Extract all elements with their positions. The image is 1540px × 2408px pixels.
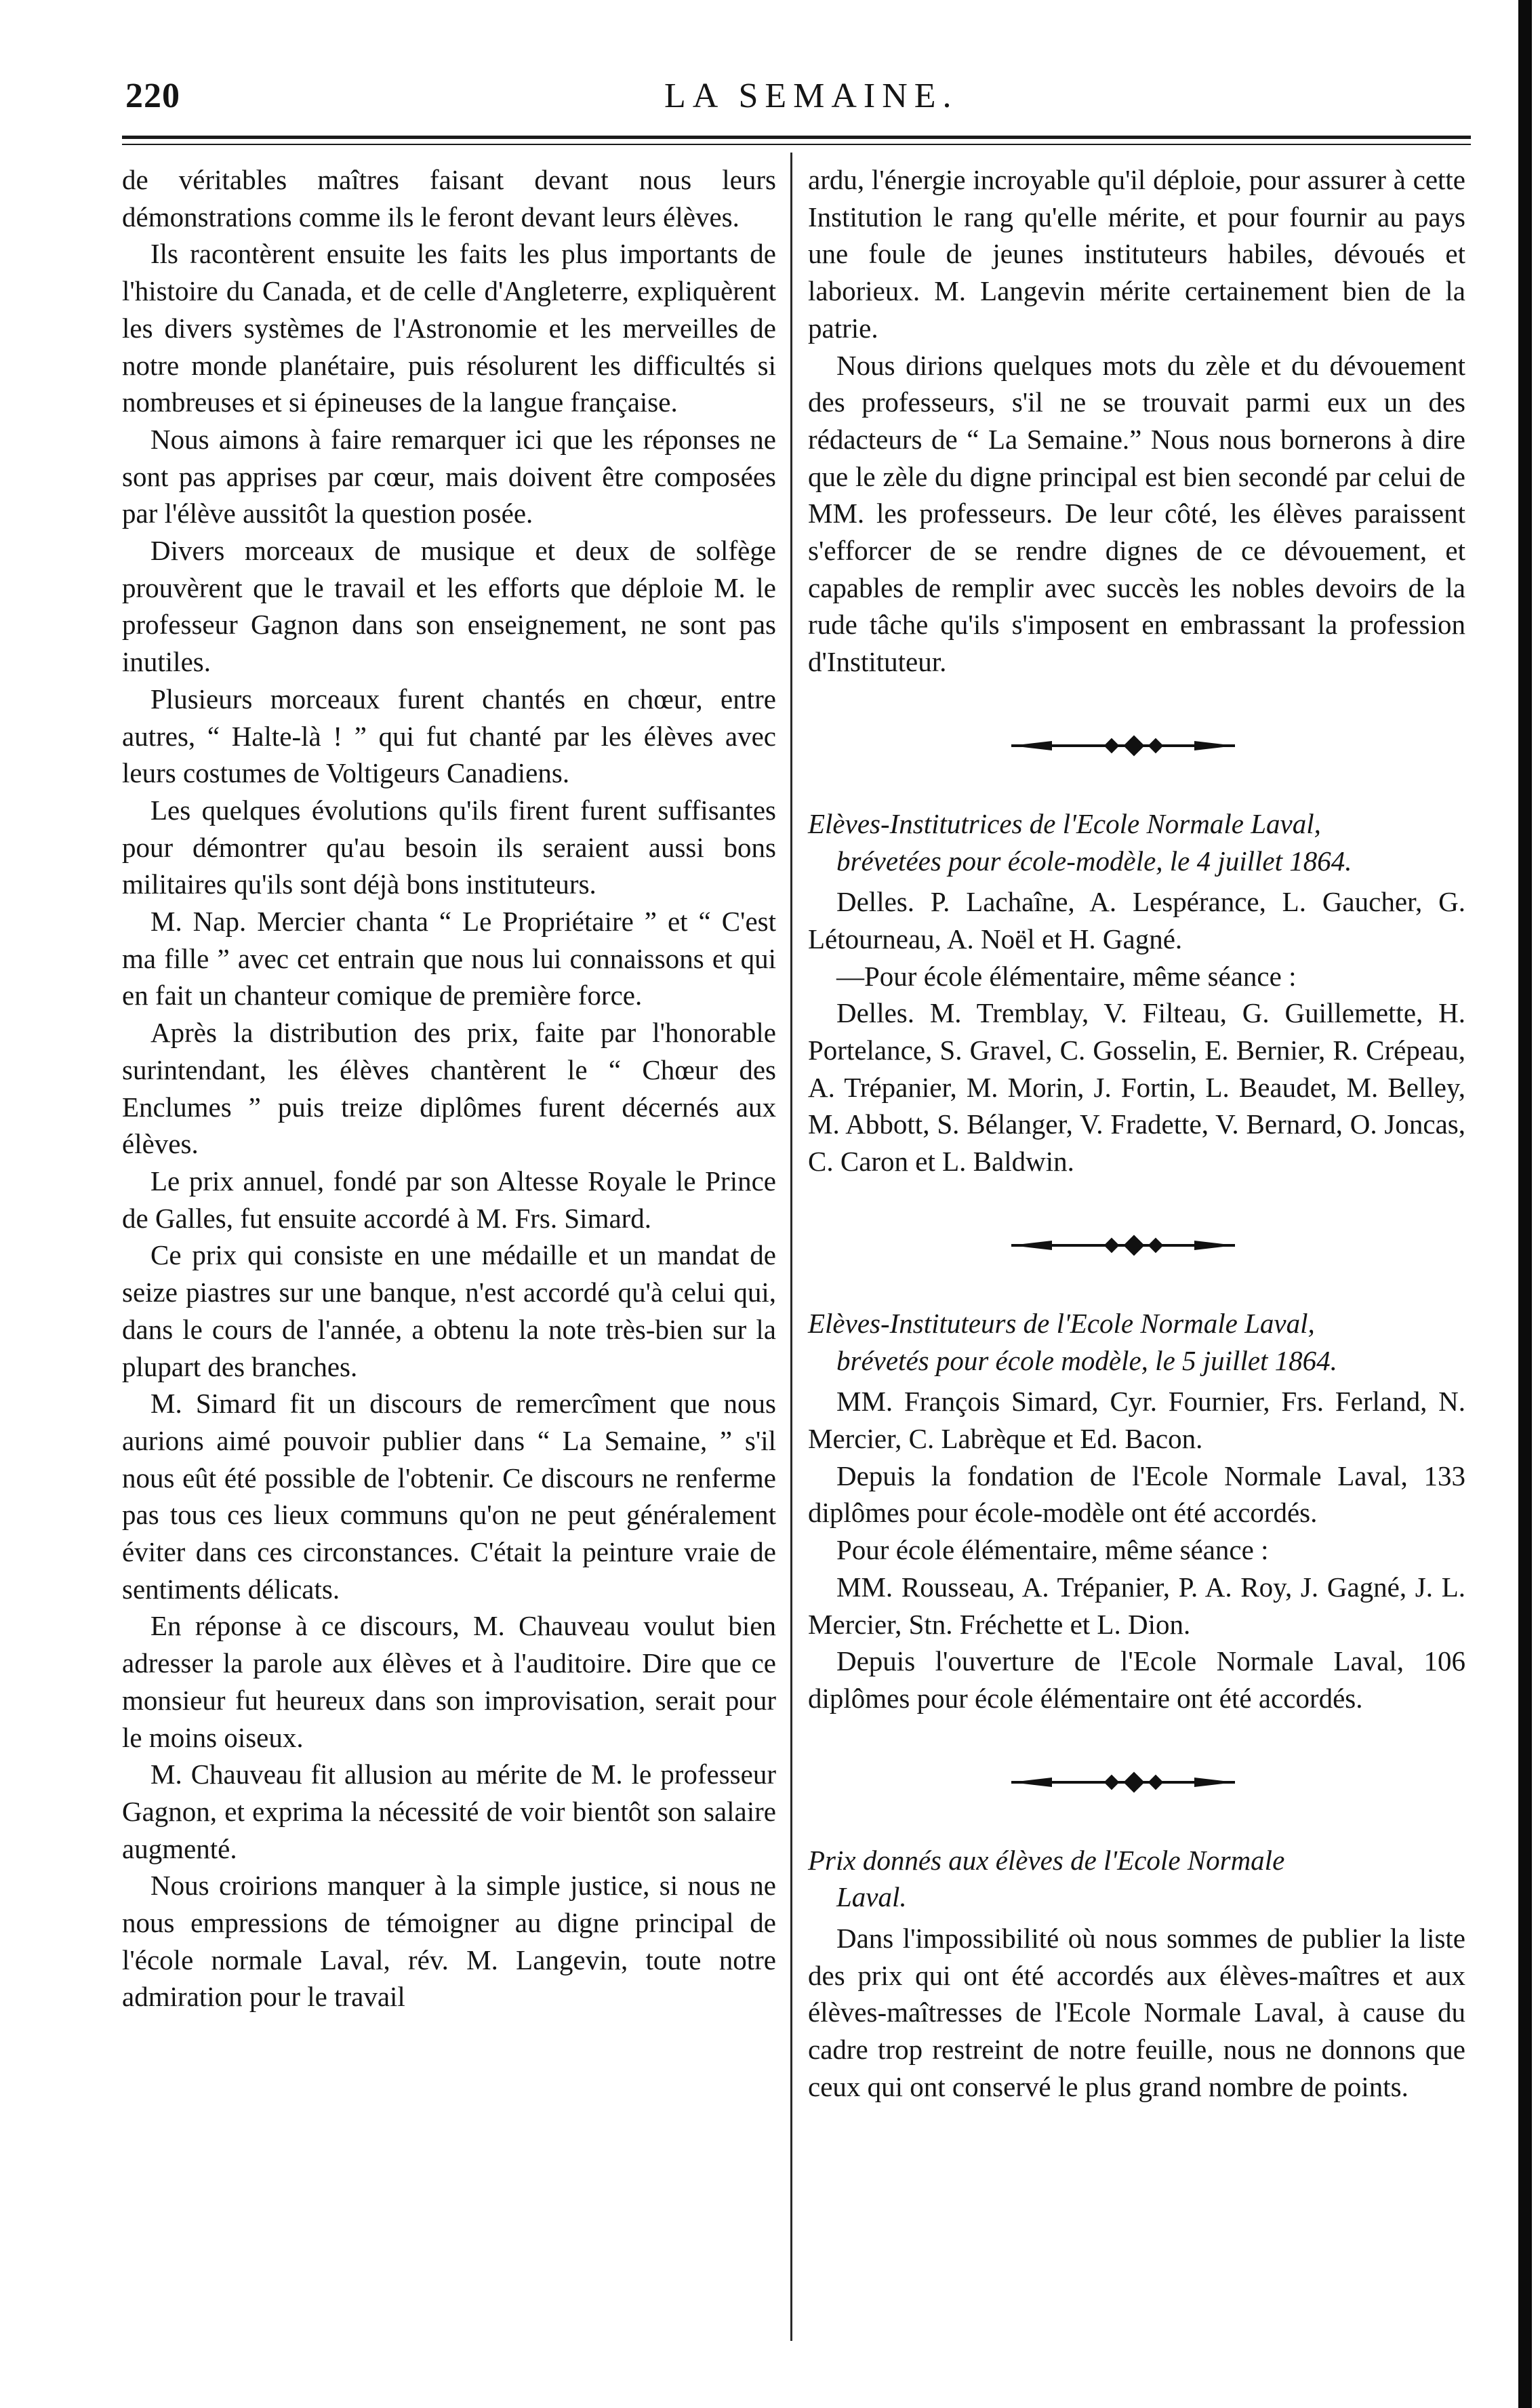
paragraph: —Pour école élémentaire, même séance : bbox=[836, 960, 1297, 992]
section-title: Elèves-Institutrices de l'Ecole Normale Laval, bbox=[808, 807, 1321, 839]
paragraph: Le prix annuel, fondé par son Altesse Royale le Prince de Galles, fut ensuite accordé à M. Frs. Simard. bbox=[122, 1165, 776, 1234]
section-title: Prix donnés aux élèves de l'Ecole Normale bbox=[808, 1844, 1285, 1876]
left-column bbox=[122, 161, 776, 2015]
header-rule-thin bbox=[122, 144, 1471, 145]
paragraph: M. Nap. Mercier chanta “ Le Propriétaire ” et “ C'est ma fille ” avec cet entrain que nous lui connaissons et qui en fait un chanteur comique de première force. bbox=[122, 906, 776, 1011]
paragraph: M. Simard fit un discours de remercîment que nous aurions aimé pouvoir publier dans “ La Semaine, ” s'il nous eût été possible de l'obtenir. Ce discours ne renferme pas tous ces lieux communs qu'on ne peut généralement éviter dans ces circonstances. C'était la peinture vraie de sentiments délicats. bbox=[122, 1388, 776, 1605]
paragraph: En réponse à ce discours, M. Chauveau voulut bien adresser la parole aux élèves et à l'auditoire. Dire que ce monsieur fut heureux dans son improvisation, serait pour le moins oiseux. bbox=[122, 1610, 776, 1753]
running-head: LA SEMAINE. bbox=[664, 77, 958, 115]
paragraph: Nous aimons à faire remarquer ici que les réponses ne sont pas apprises par cœur, mais doivent être composées par l'élève aussitôt la question posée. bbox=[122, 423, 776, 529]
paragraph: Ils racontèrent ensuite les faits les plus importants de l'histoire du Canada, et de celle d'Angleterre, expliquèrent les divers systèmes de l'Astronomie et les merveilles de notre monde planétaire, puis résolurent les difficultés si nombreuses et si épineuses de la langue française. bbox=[122, 238, 776, 418]
paragraph: Après la distribution des prix, faite par l'honorable surintendant, les élèves chantèrent le “ Chœur des Enclumes ” puis treize diplômes furent décernés aux élèves. bbox=[122, 1017, 776, 1160]
paragraph: Pour école élémentaire, même séance : bbox=[836, 1534, 1269, 1566]
paragraph: Ce prix qui consiste en une médaille et un mandat de seize piastres sur une banque, n'est accordé qu'à celui qui, dans le cours de l'année, a obtenu la note très-bien sur la plupart des branches. bbox=[122, 1239, 776, 1382]
paragraph: Delles. M. Tremblay, V. Filteau, G. Guillemette, H. Portelance, S. Gravel, C. Gosselin, E. Bernier, R. Crépeau, A. Trépanier, M. Morin, J. Fortin, L. Beaudet, M. Belley, M. Abbott, S. Bélanger, V. Fradette, V. Bernard, O. Joncas, C. Caron et L. Baldwin. bbox=[808, 997, 1465, 1178]
column-divider bbox=[790, 153, 792, 2341]
section-divider-ornament bbox=[808, 727, 1465, 763]
paragraph: de véritables maîtres faisant devant nous leurs démonstrations comme ils le feront devant leurs élèves. bbox=[122, 164, 776, 233]
paragraph: Dans l'impossibilité où nous sommes de publier la liste des prix qui ont été accordés aux élèves-maîtres et aux élèves-maîtresses de l'Ecole Normale Laval, à cause du cadre trop restreint de notre feuille, nous ne donnons que ceux qui ont conservé le plus grand nombre de points. bbox=[808, 1923, 1465, 2102]
header-rule-thick bbox=[122, 136, 1471, 139]
paragraph: MM. François Simard, Cyr. Fournier, Frs. Ferland, N. Mercier, C. Labrèque et Ed. Bacon. bbox=[808, 1386, 1465, 1454]
section-divider-ornament bbox=[808, 1226, 1465, 1263]
section-divider-ornament bbox=[808, 1763, 1465, 1800]
paragraph: Plusieurs morceaux furent chantés en chœur, entre autres, “ Halte-là ! ” qui fut chanté par les élèves avec leurs costumes de Voltigeurs Canadiens. bbox=[122, 683, 776, 789]
section-title: brévetés pour école modèle, le 5 juillet 1864. bbox=[836, 1344, 1337, 1376]
paragraph: MM. Rousseau, A. Trépanier, P. A. Roy, J. Gagné, J. L. Mercier, Stn. Fréchette et L. Dion. bbox=[808, 1571, 1465, 1640]
section-title: Laval. bbox=[836, 1881, 907, 1913]
right-column bbox=[808, 161, 1465, 2106]
paragraph: Les quelques évolutions qu'ils firent furent suffisantes pour démontrer qu'au besoin ils seraient aussi bons militaires qu'ils sont déjà bons instituteurs. bbox=[122, 794, 776, 900]
section-title: Elèves-Instituteurs de l'Ecole Normale Laval, bbox=[808, 1307, 1315, 1339]
page-number: 220 bbox=[125, 77, 180, 115]
section-title: brévetées pour école-modèle, le 4 juillet 1864. bbox=[836, 845, 1352, 877]
paragraph: ardu, l'énergie incroyable qu'il déploie, pour assurer à cette Institution le rang qu'elle mérite, et pour fournir au pays une foule de jeunes instituteurs habiles, dévoués et laborieux. M. Langevin mérite certainement bien de la patrie. bbox=[808, 164, 1465, 344]
paragraph: Divers morceaux de musique et deux de solfège prouvèrent que le travail et les efforts que déploie M. le professeur Gagnon dans son enseignement, ne sont pas inutiles. bbox=[122, 535, 776, 678]
paragraph: Depuis la fondation de l'Ecole Normale Laval, 133 diplômes pour école-modèle ont été accordés. bbox=[808, 1460, 1465, 1529]
paragraph: Depuis l'ouverture de l'Ecole Normale Laval, 106 diplômes pour école élémentaire ont été accordés. bbox=[808, 1645, 1465, 1714]
paragraph: Nous dirions quelques mots du zèle et du dévouement des professeurs, s'il ne se trouvait parmi eux un des rédacteurs de “ La Semaine.” Nous nous bornerons à dire que le zèle du digne principal est bien secondé par celui de MM. les professeurs. De leur côté, les élèves paraissent s'efforcer de se rendre dignes de ce dévouement, et capables de remplir avec succès les nobles devoirs de la rude tâche qu'ils s'imposent en embrassant la profession d'Instituteur. bbox=[808, 349, 1465, 678]
paragraph: M. Chauveau fit allusion au mérite de M. le professeur Gagnon, et exprima la nécessité de voir bientôt son salaire augmenté. bbox=[122, 1759, 776, 1864]
paragraph: Nous croirions manquer à la simple justice, si nous ne nous empressions de témoigner au digne principal de l'école normale Laval, rév. M. Langevin, toute notre admiration pour le travail bbox=[122, 1870, 776, 2013]
paragraph: Delles. P. Lachaîne, A. Lespérance, L. Gaucher, G. Létourneau, A. Noël et H. Gagné. bbox=[808, 886, 1465, 955]
page-edge-shadow bbox=[1518, 0, 1532, 2408]
